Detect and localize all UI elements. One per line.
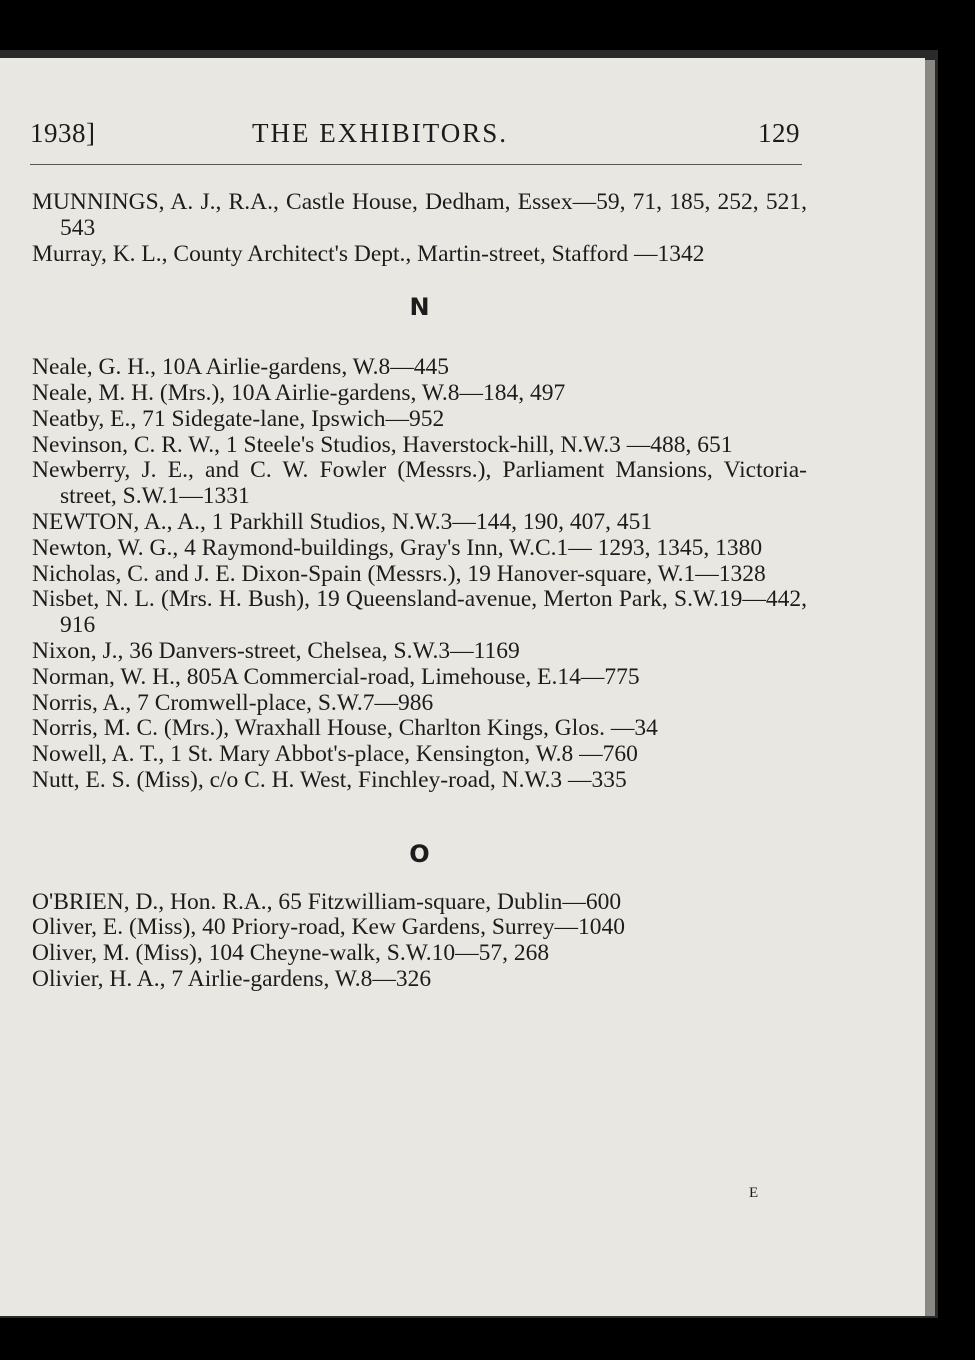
list-item: Oliver, M. (Miss), 104 Cheyne-walk, S.W.10—57, 268 [32, 940, 550, 967]
list-item: Oliver, E. (Miss), 40 Priory-road, Kew Gardens, Surrey—1040 [32, 914, 625, 941]
list-item: Nicholas, C. and J. E. Dixon-Spain (Messrs.), 19 Hanover-square, W.1—1328 [32, 560, 766, 587]
list-item: Norman, W. H., 805A Commercial-road, Limehouse, E.14—775 [32, 663, 640, 690]
section-heading-o: O [409, 839, 430, 868]
page-number: 129 [758, 118, 800, 148]
list-item: Nowell, A. T., 1 St. Mary Abbot's-place, Kensington, W.8 —760 [32, 741, 638, 768]
signature-mark: E [749, 1185, 759, 1201]
list-item: Nisbet, N. L. (Mrs. H. Bush), 19 Queensland-avenue, Merton Park, S.W.19—442, 916 [32, 586, 807, 639]
list-item: Newton, W. G., 4 Raymond-buildings, Gray's Inn, W.C.1— 1293, 1345, 1380 [32, 534, 763, 561]
list-item: O'BRIEN, D., Hon. R.A., 65 Fitzwilliam-square, Dublin—600 [32, 888, 622, 915]
list-item: Norris, A., 7 Cromwell-place, S.W.7—986 [32, 689, 434, 716]
running-head-year: 1938] [30, 118, 96, 148]
list-item: Nevinson, C. R. W., 1 Steele's Studios, Haverstock-hill, N.W.3 —488, 651 [32, 431, 733, 458]
list-item: Norris, M. C. (Mrs.), Wraxhall House, Charlton Kings, Glos. —34 [32, 715, 658, 742]
exhibitor-list [32, 190, 807, 993]
list-item: Nutt, E. S. (Miss), c/o C. H. West, Finchley-road, N.W.3 —335 [32, 766, 627, 793]
running-head [30, 118, 800, 152]
list-item: NEWTON, A., A., 1 Parkhill Studios, N.W.3—144, 190, 407, 451 [32, 508, 653, 535]
page-edge [925, 60, 935, 1316]
list-item: Neale, M. H. (Mrs.), 10A Airlie-gardens, W.8—184, 497 [32, 379, 566, 406]
header-rule [30, 164, 802, 165]
list-item: Newberry, J. E., and C. W. Fowler (Messrs.), Parliament Mansions, Victoria-street, S.W.1—1331 [32, 457, 807, 510]
list-item: MUNNINGS, A. J., R.A., Castle House, Dedham, Essex—59, 71, 185, 252, 521, 543 [32, 189, 807, 241]
section-heading-n: N [409, 293, 430, 322]
list-item: Murray, K. L., County Architect's Dept., Martin-street, Stafford —1342 [32, 240, 705, 267]
list-item: Neatby, E., 71 Sidegate-lane, Ipswich—952 [32, 405, 445, 432]
running-head-title: THE EXHIBITORS. [252, 118, 508, 148]
list-item: Neale, G. H., 10A Airlie-gardens, W.8—445 [32, 354, 450, 381]
list-item: Olivier, H. A., 7 Airlie-gardens, W.8—326 [32, 965, 432, 992]
list-item: Nixon, J., 36 Danvers-street, Chelsea, S.W.3—1169 [32, 637, 520, 664]
